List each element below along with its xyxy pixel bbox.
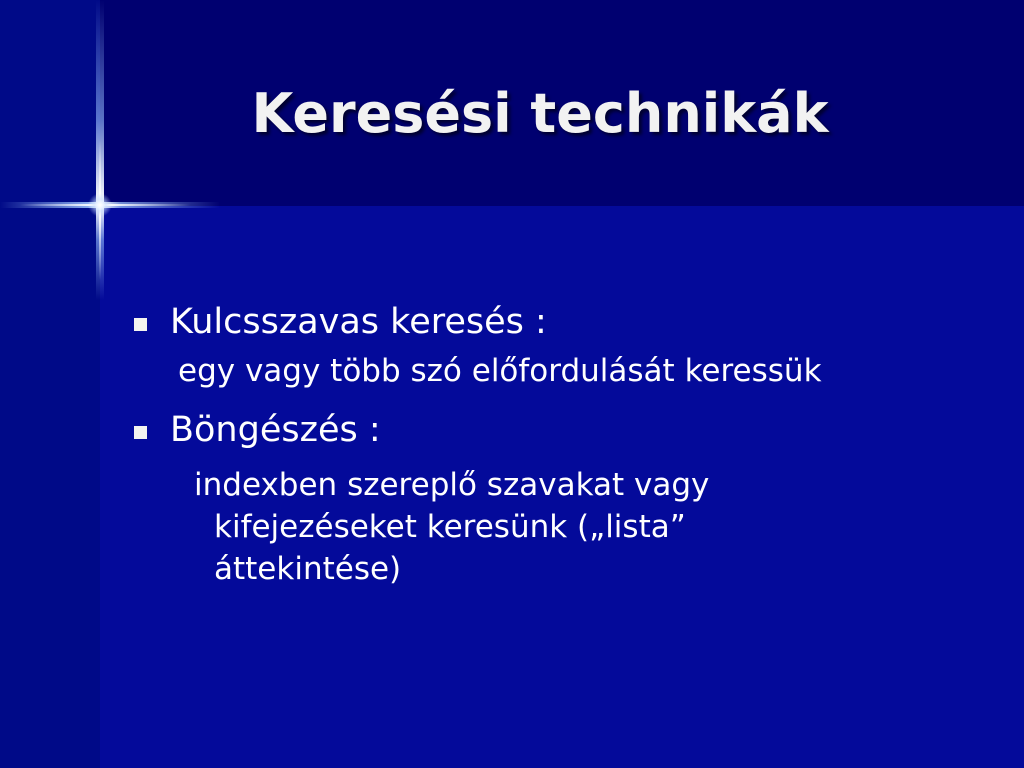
slide-title: Keresési technikák — [251, 82, 829, 145]
flare-glow — [88, 193, 112, 217]
detail-line: kifejezéseket keresünk („lista” — [214, 509, 686, 545]
bullet-item-keyword-search — [130, 296, 980, 348]
square-bullet-icon — [134, 318, 147, 331]
sub-item-browsing-detail — [130, 464, 794, 590]
bullet-label: Kulcsszavas keresés : — [170, 302, 547, 342]
left-band — [0, 0, 100, 768]
bullet-label: Böngészés : — [170, 410, 381, 450]
slide-content — [130, 296, 980, 590]
square-bullet-icon — [134, 426, 147, 439]
sub-item-keyword-search-detail: egy vagy több szó előfordulását keressük — [178, 353, 822, 389]
detail-line: áttekintése) — [214, 551, 402, 587]
detail-line: indexben szereplő szavakat vagy — [194, 467, 710, 503]
bullet-item-browsing — [130, 404, 980, 456]
